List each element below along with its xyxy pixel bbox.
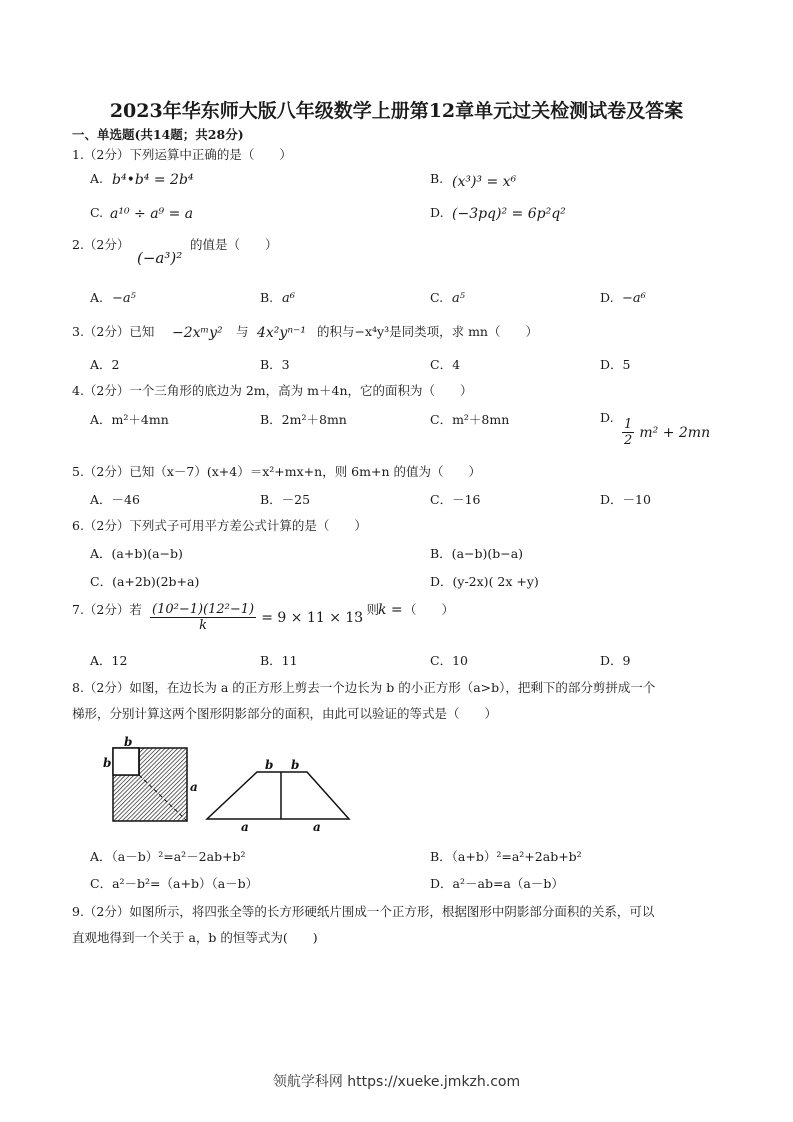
q8-option-c: C．a²－b²=（a+b）（a－b） xyxy=(90,876,259,891)
q1-option-a-label: A. xyxy=(90,171,104,186)
q5-stem: 5.（2分）已知（x－7）(x+4）＝x²+mx+n，则 6m+n 的值为（ ） xyxy=(72,464,481,479)
q7-option-b: B．11 xyxy=(260,653,298,668)
q1-option-c-label: C. xyxy=(90,205,104,220)
q8-label-b-left: b xyxy=(103,756,112,770)
q6-stem: 6.（2分）下列式子可用平方差公式计算的是（ ） xyxy=(72,518,367,533)
q7-option-d: D．9 xyxy=(600,653,631,668)
q7-fraction-numerator: (10²−1)(12²−1) xyxy=(152,602,255,617)
q2-option-b-label: B. xyxy=(260,290,274,305)
q5-option-a: A．－46 xyxy=(90,492,140,507)
q8-option-d: D．a²－ab=a（a－b） xyxy=(430,876,564,891)
q8-label-a-trap-right: a xyxy=(313,820,321,833)
q5-option-b: B．－25 xyxy=(260,492,311,507)
section-heading: 一、单选题(共14题；共28分) xyxy=(72,127,244,142)
q2-option-b: a⁶ xyxy=(282,291,295,306)
q8-label-a-right: a xyxy=(190,780,198,794)
page-title: 2023年华东师大版八年级数学上册第12章单元过关检测试卷及答案 xyxy=(109,100,684,122)
q4-fraction xyxy=(622,417,634,448)
q6-option-c: C．(a+2b)(2b+a) xyxy=(90,574,200,589)
q5-option-d: D．－10 xyxy=(600,492,651,507)
q2-option-c: a⁵ xyxy=(452,291,465,306)
q8-label-a-trap-left: a xyxy=(241,820,249,833)
q3-option-b: B．3 xyxy=(260,357,290,372)
q4-option-d-label: D. xyxy=(600,410,614,425)
q4-stem: 4.（2分）一个三角形的底边为 2m，高为 m＋4n，它的面积为（ ） xyxy=(72,383,473,398)
q2-expression: (−a³)² xyxy=(137,249,183,267)
q2-option-a: −a⁵ xyxy=(112,291,136,306)
q1-option-d-label: D. xyxy=(430,205,444,220)
q3-stem-prefix: 3.（2分）已知 xyxy=(72,324,155,339)
q4-fraction-denominator: 2 xyxy=(624,433,633,448)
q7-fraction-denominator: k xyxy=(199,618,207,633)
q3-expression-2: 4x²yⁿ⁻¹ xyxy=(257,325,306,341)
q3-option-c: C．4 xyxy=(430,357,461,372)
q7-paren: （ ） xyxy=(404,602,455,617)
q2-option-d-label: D. xyxy=(600,290,614,305)
q1-option-b-label: B. xyxy=(430,171,444,186)
q1-option-a: b⁴•b⁴ = 2b⁴ xyxy=(112,172,194,188)
q4-option-b: B．2m²＋8mn xyxy=(260,412,347,427)
q8-stem-line2: 梯形，分别计算这两个图形阴影部分的面积，由此可以验证的等式是（ ） xyxy=(72,706,498,721)
q8-label-b-top: b xyxy=(124,735,133,749)
q3-expression-1: −2xᵐy² xyxy=(172,325,223,341)
q8-label-b-trap-right: b xyxy=(291,758,300,772)
q4-fraction-numerator: 1 xyxy=(624,417,633,432)
q8-stem-line1: 8.（2分）如图，在边长为 a 的正方形上剪去一个边长为 b 的小正方形（a>b），把剩下的部分剪拼成一个 xyxy=(72,680,656,695)
q3-stem-suffix: 的积与−x⁴y³是同类项，求 mn（ ） xyxy=(317,324,538,339)
footer-watermark: 领航学科网 https://xueke.jmkzh.com xyxy=(272,1074,521,1090)
q5-option-c: C．－16 xyxy=(430,492,481,507)
q7-fraction xyxy=(150,602,256,633)
q7-option-a: A．12 xyxy=(90,653,128,668)
q3-option-a: A．2 xyxy=(90,357,120,372)
q1-stem: 1.（2分）下列运算中正确的是（ ） xyxy=(72,147,292,162)
q4-option-d xyxy=(622,417,710,448)
q7-k-expression: k = xyxy=(378,602,403,618)
q8-option-b: B．（a+b）²=a²+2ab+b² xyxy=(430,849,582,864)
q9-stem-line2: 直观地得到一个关于 a，b 的恒等式为( ) xyxy=(72,930,318,945)
q9-stem-line1: 9.（2分）如图所示，将四张全等的长方形硬纸片围成一个正方形，根据图形中阴影部分面积的关系，可以 xyxy=(72,904,655,919)
q1-option-c: a¹⁰ ÷ a⁹ = a xyxy=(110,206,194,222)
q7-stem-prefix: 7.（2分）若 xyxy=(72,602,142,617)
q2-option-d: −a⁶ xyxy=(622,291,646,306)
q3-connector: 与 xyxy=(236,324,249,339)
q1-option-d: (−3pq)² = 6p²q² xyxy=(452,206,566,222)
q7-equation xyxy=(150,602,363,633)
q8-trapezoid-figure xyxy=(207,772,349,819)
q7-option-c: C．10 xyxy=(430,653,468,668)
q6-option-d: D．(y-2x)( 2x +y) xyxy=(430,574,539,589)
q3-option-d: D．5 xyxy=(600,357,631,372)
q7-stem-then: ，则 xyxy=(354,602,380,617)
q7-equals: = 9 × 11 × 13 xyxy=(261,610,364,626)
q8-option-a: A．（a－b）²=a²－2ab+b² xyxy=(90,849,246,864)
q4-option-d-rest: m² + 2mn xyxy=(639,425,711,441)
q8-label-b-trap-left: b xyxy=(265,758,274,772)
q2-option-c-label: C. xyxy=(430,290,444,305)
q4-option-a: A．m²＋4mn xyxy=(90,412,169,427)
q1-option-b: (x³)³ = x⁶ xyxy=(452,174,517,190)
q4-option-c: C．m²＋8mn xyxy=(430,412,510,427)
q8-figure xyxy=(95,733,365,833)
q6-option-b: B．(a−b)(b−a) xyxy=(430,546,524,561)
q2-stem-suffix: 的值是（ ） xyxy=(190,237,278,252)
q8-square-figure xyxy=(113,748,187,821)
q6-option-a: A．(a+b)(a−b) xyxy=(90,546,183,561)
q2-stem-prefix: 2.（2分） xyxy=(72,237,130,252)
q2-option-a-label: A. xyxy=(90,290,104,305)
